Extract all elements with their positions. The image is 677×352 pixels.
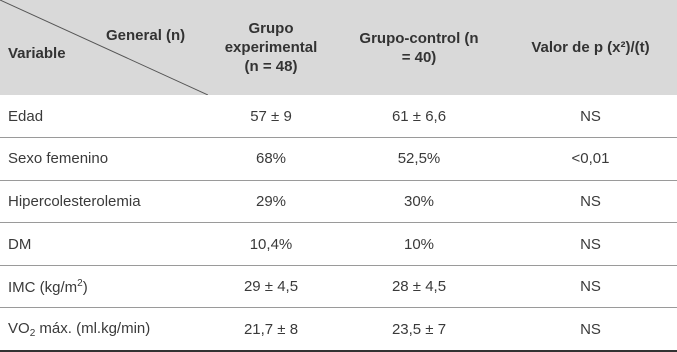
cell-exp: 57 ± 9 [250, 107, 292, 125]
row-label-imc-sup: 2 [77, 277, 83, 289]
cell-ctrl: 28 ± 4,5 [391, 278, 447, 296]
cell-exp: 29% [255, 192, 287, 210]
row-label-dm: DM [8, 235, 32, 253]
table-header-row [0, 0, 677, 95]
header-grupo-experimental-line1: Grupo [248, 20, 294, 37]
cell-ctrl: 23,5 ± 7 [391, 320, 447, 338]
cell-p: <0,01 [571, 150, 610, 168]
table-row [0, 308, 677, 351]
header-general: General (n) [106, 27, 186, 44]
cell-exp: 68% [255, 150, 287, 168]
header-grupo-control-line2: = 40) [401, 48, 437, 66]
cell-p: NS [580, 278, 601, 296]
header-valor-p [504, 0, 677, 95]
cell-exp: 10,4% [249, 235, 293, 253]
cell-p: NS [580, 235, 601, 253]
cell-p: NS [580, 107, 601, 125]
row-label-imc [0, 265, 208, 308]
row-label-imc-after: ) [82, 278, 88, 296]
table-row [0, 180, 677, 223]
cell-ctrl: 10% [403, 235, 435, 253]
row-label-vo2 [0, 308, 208, 351]
header-grupo-experimental-line2: experimental [224, 39, 318, 56]
header-grupo-control-line1: Grupo-control (n [359, 29, 479, 47]
cell-p: NS [580, 192, 601, 210]
row-label-sexo: Sexo femenino [8, 150, 109, 168]
header-grupo-control [334, 0, 504, 95]
row-label-vo2-sub: 2 [29, 327, 36, 339]
row-label-imc-text: IMC (kg/m [8, 278, 78, 296]
header-grupo-experimental [208, 0, 334, 95]
cell-ctrl: 52,5% [397, 150, 441, 168]
header-variable-general-cell [0, 0, 208, 95]
header-grupo-experimental-line3: (n = 48) [244, 58, 298, 75]
row-label-vo2-after: máx. (ml.kg/min) [35, 319, 151, 337]
row-label-hipercolesterolemia: Hipercolesterolemia [8, 192, 141, 210]
cell-ctrl: 61 ± 6,6 [391, 107, 447, 125]
row-label-vo2-text: VO [8, 319, 30, 337]
table-row [0, 223, 677, 266]
cell-exp: 21,7 ± 8 [243, 320, 299, 338]
cell-p: NS [580, 320, 601, 338]
row-label-edad: Edad [8, 107, 44, 125]
header-valor-p-label: Valor de p (x²)/(t) [531, 39, 650, 56]
header-variable: Variable [8, 45, 66, 62]
table-row [0, 95, 677, 138]
table-row [0, 265, 677, 308]
cell-ctrl: 30% [403, 192, 435, 210]
cell-exp: 29 ± 4,5 [243, 278, 299, 296]
table-row [0, 138, 677, 181]
